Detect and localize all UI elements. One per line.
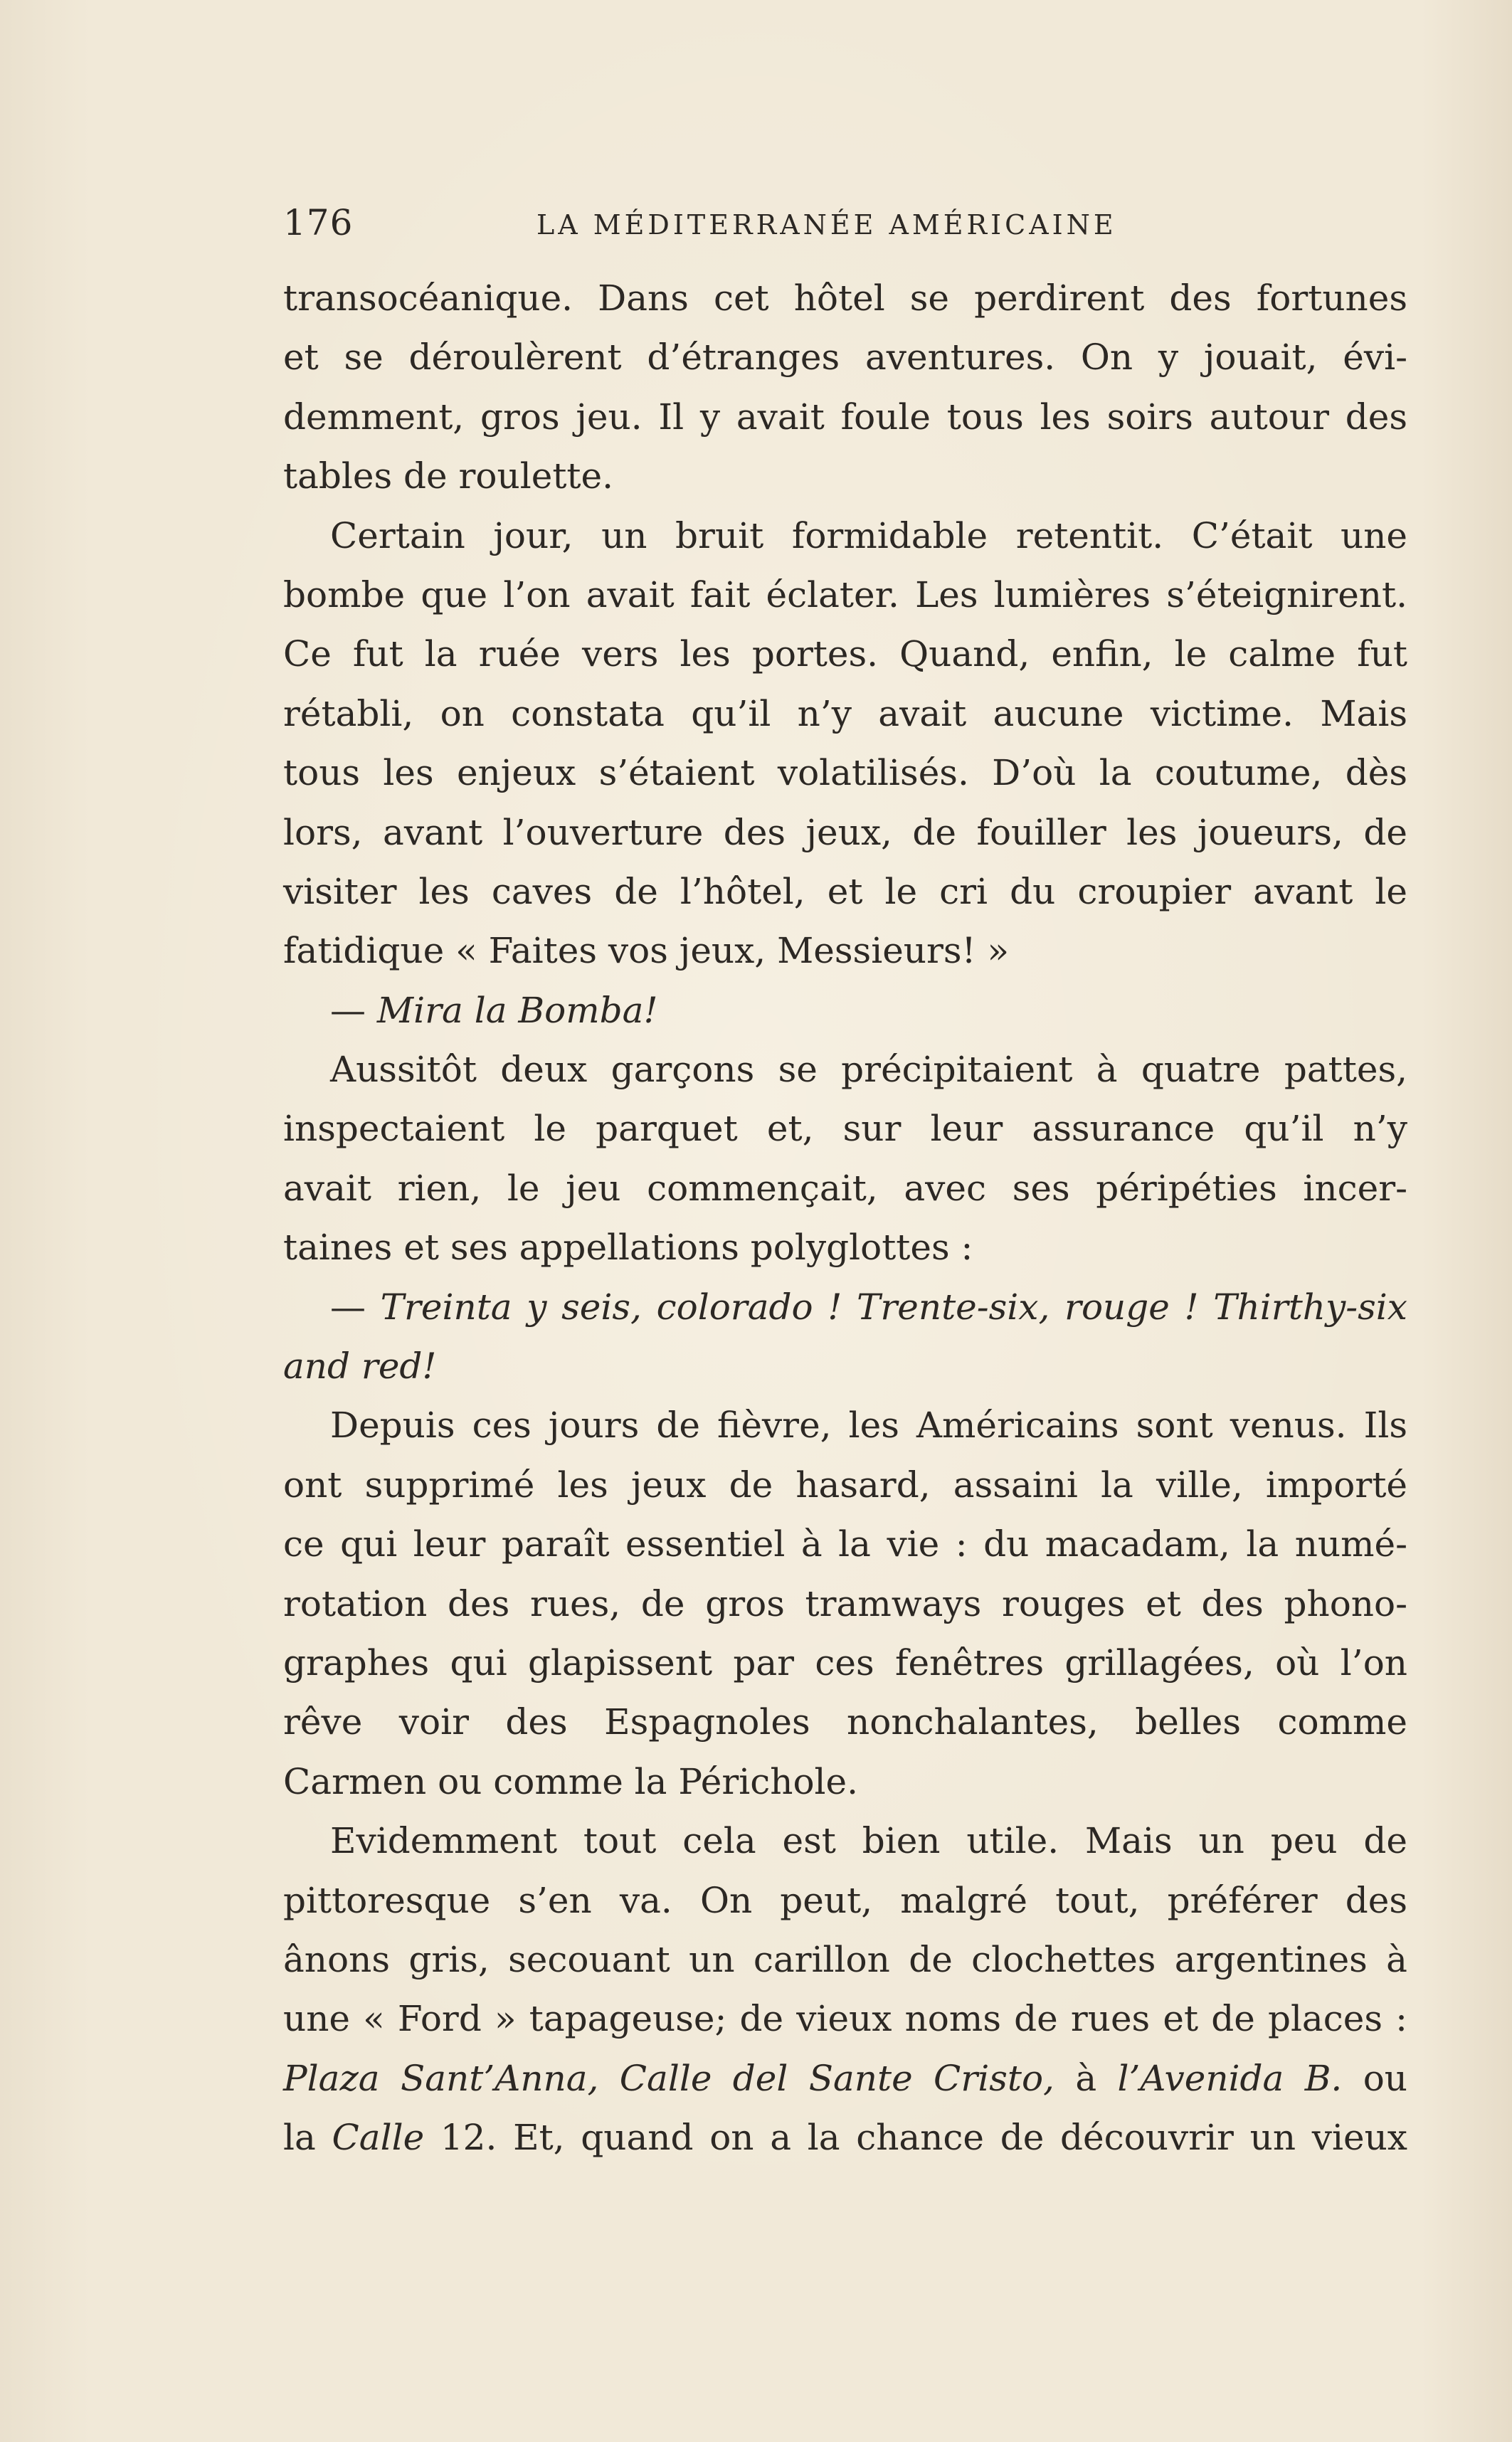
text-line: Ce fut la ruée vers les portes. Quand, enfin, le calme fut — [283, 633, 1407, 675]
text-line: bombe que l’on avait fait éclater. Les lumières s’éteignirent. — [283, 574, 1407, 615]
dialogue-line — [283, 981, 1407, 1040]
text-line: Carmen ou comme la Périchole. — [283, 1760, 859, 1802]
text-line: inspectaient le parquet et, sur leur assurance qu’il n’y — [283, 1108, 1407, 1150]
text-line: demment, gros jeu. Il y avait foule tous les soirs autour des — [283, 396, 1407, 438]
page-number: 176 — [283, 202, 354, 243]
text-line: pittoresque s’en va. On peut, malgré tout, préférer des — [283, 1879, 1407, 1921]
roman-text: à — [1054, 2057, 1118, 2099]
text-line: Evidemment tout cela est bien utile. Mais un peu de — [330, 1820, 1407, 1862]
italic-text: Treinta y seis, colorado ! Trente-six, rouge ! Thirthy-six — [380, 1286, 1407, 1328]
text-line: lors, avant l’ouverture des jeux, de fouiller les joueurs, de — [283, 811, 1407, 853]
body-text — [283, 269, 1407, 2168]
text-line: taines et ses appellations polyglottes : — [283, 1227, 973, 1269]
text-line: Aussitôt deux garçons se précipitaient à quatre pattes, — [330, 1049, 1407, 1091]
text-line: ânons gris, secouant un carillon de clochettes argentines à — [283, 1938, 1407, 1980]
roman-text: la — [283, 2117, 332, 2159]
text-line: rotation des rues, de gros tramways rouges et des phono- — [283, 1582, 1407, 1624]
text-line: rétabli, on constata qu’il n’y avait aucune victime. Mais — [283, 692, 1407, 734]
mixed-line — [283, 2108, 1407, 2167]
text-line: tous les enjeux s’étaient volatilisés. D’où la coutume, dès — [283, 752, 1407, 794]
italic-text: and red! — [283, 1346, 437, 1388]
roman-text: 12. Et, quand on a la chance de découvrir un vieux — [424, 2117, 1407, 2159]
dash: — — [330, 1286, 381, 1328]
dialogue-line — [283, 1337, 1407, 1396]
text-line: transocéanique. Dans cet hôtel se perdirent des fortunes — [283, 278, 1407, 319]
text-line: tables de roulette. — [283, 455, 613, 497]
italic-text: Calle — [332, 2117, 425, 2159]
text-line: ont supprimé les jeux de hasard, assaini la ville, importé — [283, 1464, 1407, 1506]
italic-text: l’Avenida B. — [1117, 2057, 1343, 2099]
text-line: graphes qui glapissent par ces fenêtres grillagées, où l’on — [283, 1642, 1407, 1684]
text-line: rêve voir des Espagnoles nonchalantes, belles comme — [283, 1701, 1407, 1743]
text-line: Certain jour, un bruit formidable retentit. C’était une — [330, 514, 1407, 556]
dialogue-line — [283, 1278, 1407, 1337]
roman-text: ou — [1342, 2057, 1408, 2099]
text-line: avait rien, le jeu commençait, avec ses péripéties incer- — [283, 1167, 1407, 1209]
mixed-line — [283, 2049, 1407, 2108]
text-line: Depuis ces jours de fièvre, les Américains sont venus. Ils — [330, 1405, 1407, 1447]
text-line: fatidique « Faites vos jeux, Messieurs! » — [283, 930, 1010, 972]
text-line: ce qui leur paraît essentiel à la vie : du macadam, la numé- — [283, 1523, 1407, 1565]
dash: — — [330, 989, 377, 1031]
italic-text: Plaza Sant’Anna, Calle del Sante Cristo, — [283, 2057, 1054, 2099]
text-line: une « Ford » tapageuse; de vieux noms de rues et de places : — [283, 1998, 1407, 2040]
italic-text: Mira la Bomba! — [376, 989, 658, 1031]
page-header — [283, 198, 1407, 248]
running-title: LA MÉDITERRANÉE AMÉRICAINE — [536, 209, 1117, 240]
text-line: visiter les caves de l’hôtel, et le cri du croupier avant le — [283, 870, 1407, 912]
text-line: et se déroulèrent d’étranges aventures. On y jouait, évi- — [283, 337, 1407, 379]
